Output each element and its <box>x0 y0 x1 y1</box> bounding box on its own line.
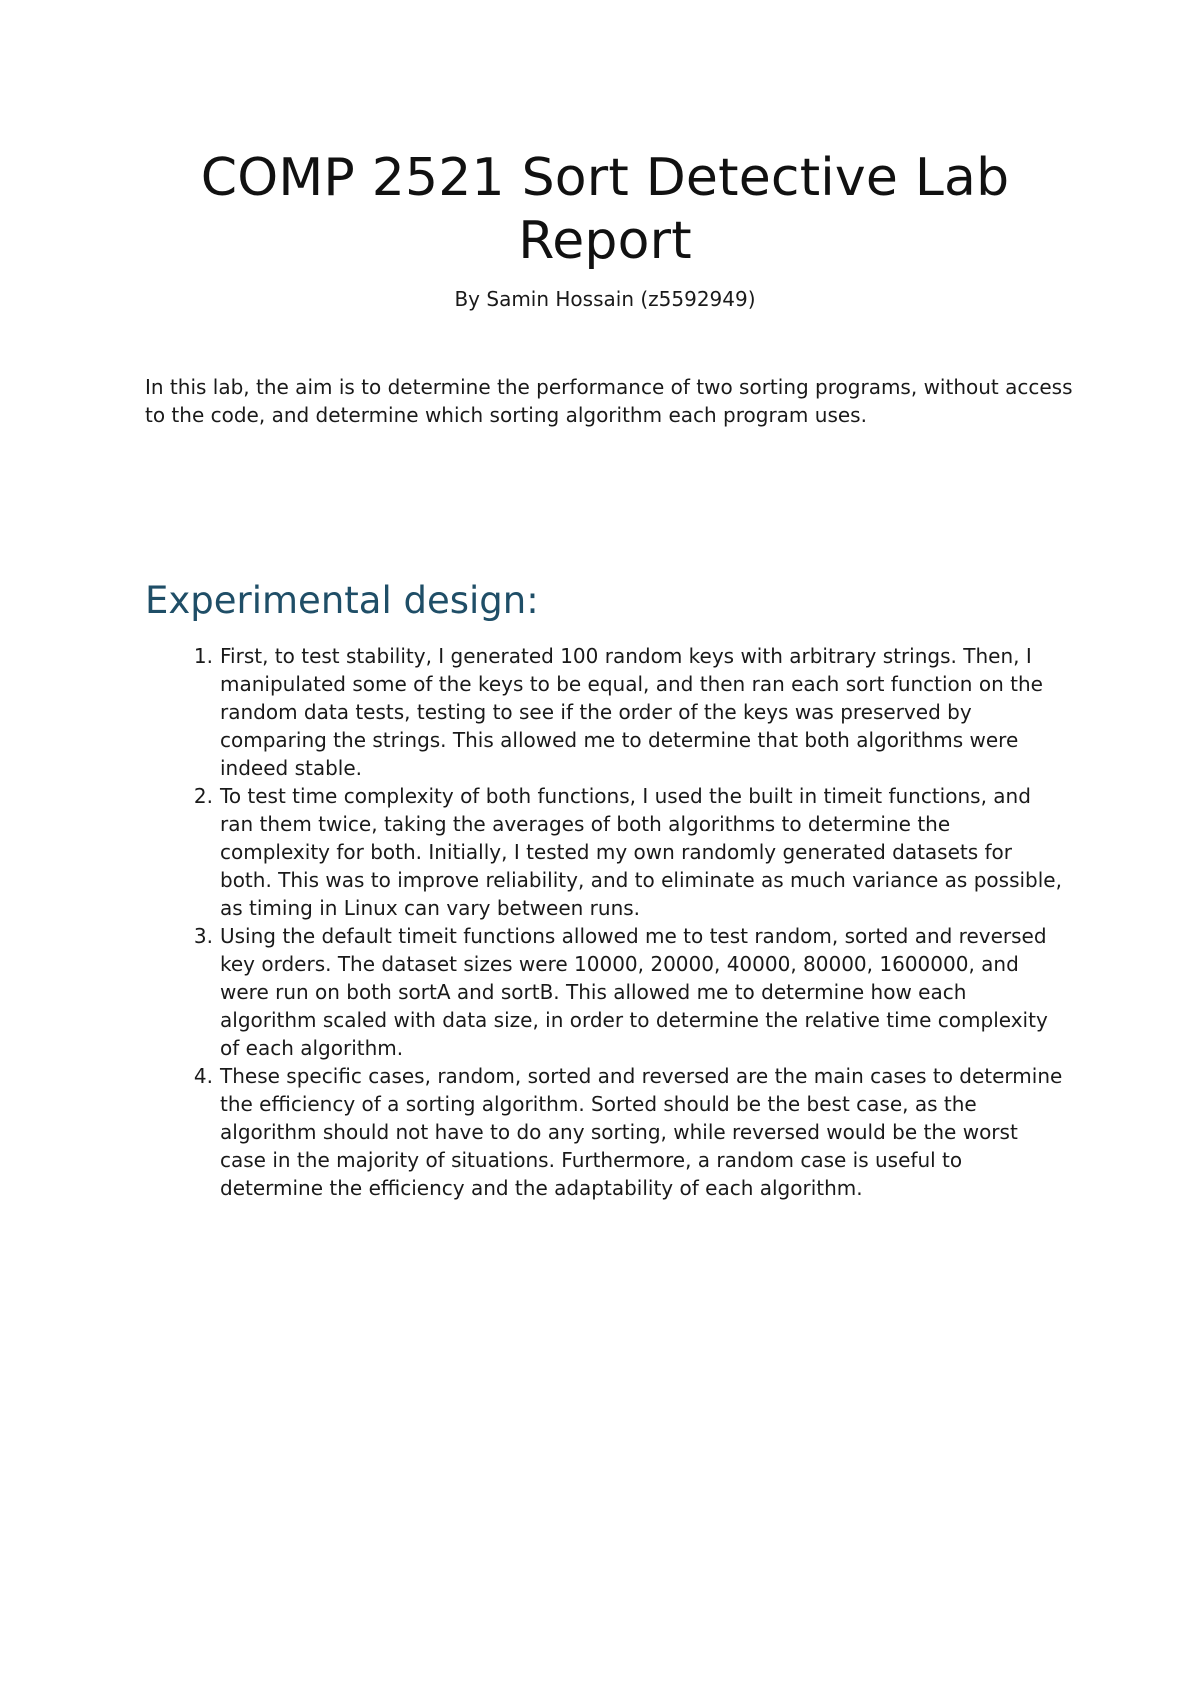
list-item-number: 2. <box>193 784 213 808</box>
intro-paragraph: In this lab, the aim is to determine the performance of two sorting programs, without access to the code, and determine which sorting algorithm each program uses. <box>145 375 1073 427</box>
list-item-number: 3. <box>193 924 213 948</box>
list-item-number: 4. <box>193 1064 213 1088</box>
list-item <box>145 1062 1065 1202</box>
author-byline: By Samin Hossain (z5592949) <box>454 287 756 311</box>
document-title: COMP 2521 Sort Detective Lab Report <box>200 148 1010 271</box>
list-item-text: To test time complexity of both functions, I used the built in timeit functions, and ran them twice, taking the averages of both algorithms to determine the complexity for both. Initially, I tested my own randomly generated datasets for both. This was to improve reliability, and to eliminate as much variance as possible, as timing in Linux can vary between runs. <box>220 784 1062 920</box>
section-heading-experimental-design: Experimental design: <box>145 579 539 622</box>
list-item <box>145 642 1065 782</box>
list-item-text: First, to test stability, I generated 100 random keys with arbitrary strings. Then, I manipulated some of the keys to be equal, and then ran each sort function on the random data tests, testing to see if the order of the keys was preserved by comparing the strings. This allowed me to determine that both algorithms were indeed stable. <box>220 644 1043 780</box>
list-item <box>145 782 1065 922</box>
list-item-number: 1. <box>193 644 213 668</box>
list-item-text: Using the default timeit functions allowed me to test random, sorted and reversed key orders. The dataset sizes were 10000, 20000, 40000, 80000, 1600000, and were run on both sortA and sortB. This allowed me to determine how each algorithm scaled with data size, in order to determine the relative time complexity of each algorithm. <box>220 924 1048 1060</box>
list-item-text: These specific cases, random, sorted and reversed are the main cases to determine the efficiency of a sorting algorithm. Sorted should be the best case, as the algorithm should not have to do any sorting, while reversed would be the worst case in the majority of situations. Furthermore, a random case is useful to determine the efficiency and the adaptability of each algorithm. <box>220 1064 1063 1200</box>
experimental-steps-list <box>145 642 1065 1202</box>
list-item <box>145 922 1065 1062</box>
